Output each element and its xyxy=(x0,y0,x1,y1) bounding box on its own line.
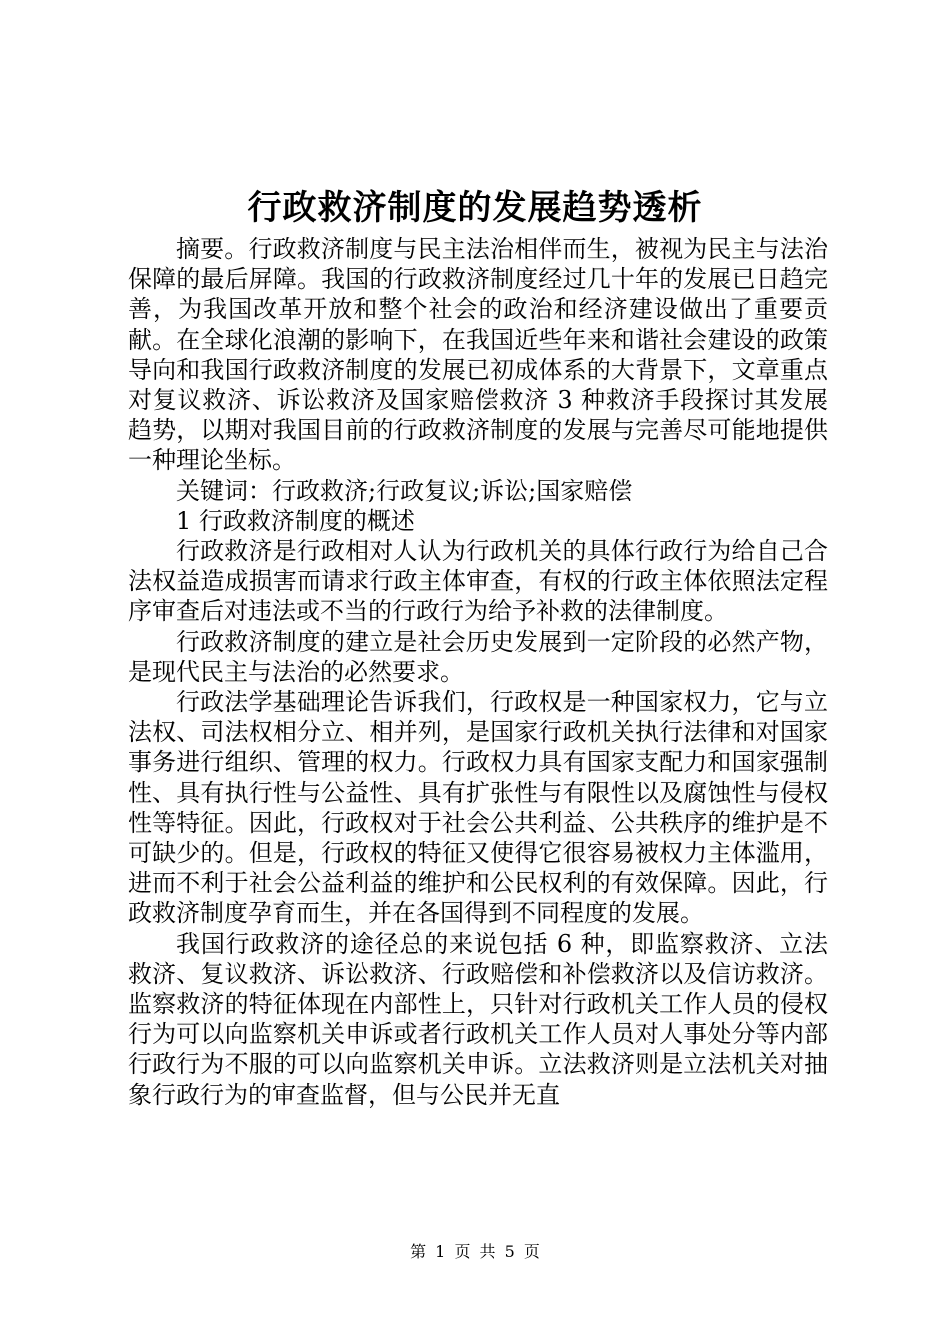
body-paragraph: 我国行政救济的途径总的来说包括 6 种，即监察救济、立法救济、复议救济、诉讼救济、行政赔偿和补偿救济以及信访救济。监察救济的特征体现在内部性上，只针对行政机关工作人员的侵权行为可以向监察机关申诉或者行政机关工作人员对人事处分等内部行政行为不服的可以向监察机关申诉。立法救济则是立法机关对抽象行政行为的审查监督，但与公民并无直 xyxy=(128,929,828,1109)
section-heading: 1 行政救济制度的概述 xyxy=(176,506,415,535)
document-body xyxy=(128,234,828,1110)
body-paragraph: 行政救济是行政相对人认为行政机关的具体行政行为给自己合法权益造成损害而请求行政主体审查，有权的行政主体依照法定程序审查后对违法或不当的行政行为给予补救的法律制度。 xyxy=(128,537,828,626)
abstract-paragraph: 摘要。行政救济制度与民主法治相伴而生，被视为民主与法治保障的最后屏障。我国的行政救济制度经过几十年的发展已日趋完善，为我国改革开放和整个社会的政治和经济建设做出了重要贡献。在全球化浪潮的影响下，在我国近些年来和谐社会建设的政策导向和我国行政救济制度的发展已初成体系的大背景下，文章重点对复议救济、诉讼救济及国家赔偿救济 3 种救济手段探讨其发展趋势，以期对我国目前的行政救济制度的发展与完善尽可能地提供一种理论坐标。 xyxy=(128,235,828,475)
document-title: 行政救济制度的发展趋势透析 xyxy=(247,188,703,228)
body-paragraph: 行政救济制度的建立是社会历史发展到一定阶段的必然产物，是现代民主与法治的必然要求。 xyxy=(128,627,828,686)
body-paragraph: 行政法学基础理论告诉我们，行政权是一种国家权力，它与立法权、司法权相分立、相并列，是国家行政机关执行法律和对国家事务进行组织、管理的权力。行政权力具有国家支配力和国家强制性、具有执行性与公益性、具有扩张性与有限性以及腐蚀性与侵权性等特征。因此，行政权对于社会公共利益、公共秩序的维护是不可缺少的。但是，行政权的特征又使得它很容易被权力主体滥用，进而不利于社会公益利益的维护和公民权利的有效保障。因此，行政救济制度孕育而生，并在各国得到不同程度的发展。 xyxy=(128,688,828,928)
page-footer: 第 1 页 共 5 页 xyxy=(410,1242,540,1261)
keywords-line: 关键词：行政救济;行政复议;诉讼;国家赔偿 xyxy=(176,476,633,505)
